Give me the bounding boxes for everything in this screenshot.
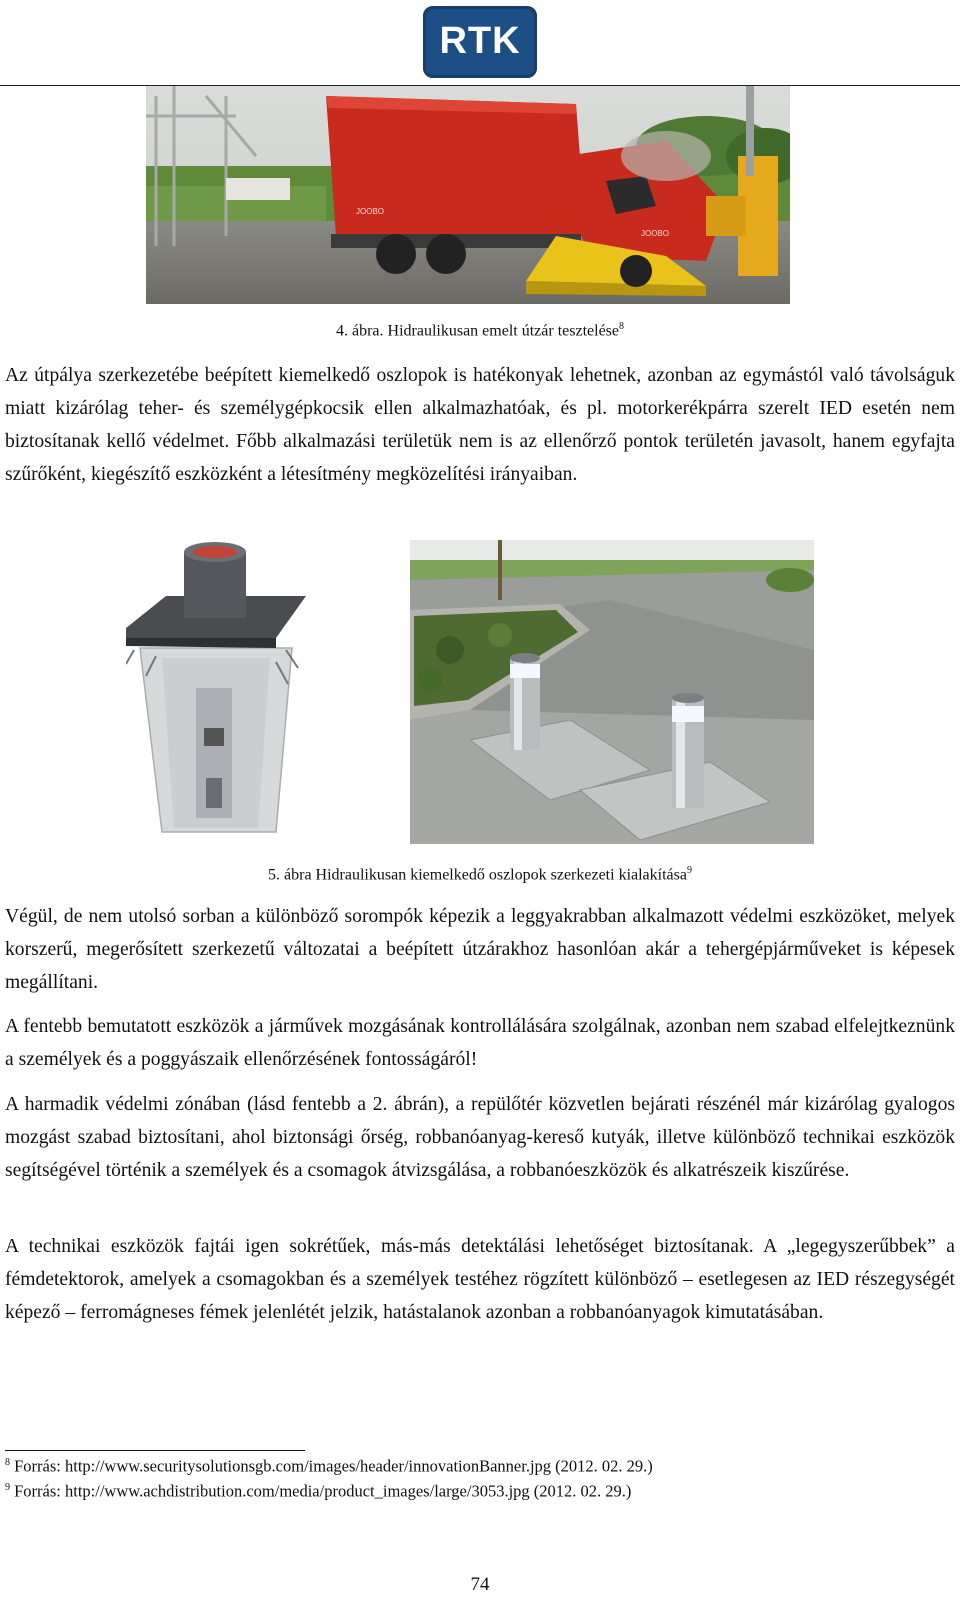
logo-text: RTK bbox=[439, 20, 521, 62]
footnote-ref-9: 9 bbox=[686, 865, 692, 876]
figure5-caption-text: 5. ábra Hidraulikusan kiemelkedő oszlopok szerkezeti kialakítása bbox=[268, 866, 687, 884]
footnote-ref-8: 8 bbox=[619, 321, 624, 332]
paragraph-1: Az útpálya szerkezetébe beépített kiemelkedő oszlopok is hatékonyak lehetnek, azonban az egymástól való távolságuk miatt kizárólag teher- és személygépkocsik ellen alkalmazhatóak, és pl. motorkerékpárra szerelt IED esetén nem biztosítanak kellő védelmet. Főbb alkalmazási területük nem is az ellenőrző pontok területén javasolt, hanem egyfajta szűrőként, kiegészítő eszközként a létesítmény megközelítési irányaiban. bbox=[5, 365, 955, 485]
footnote-number: 9 bbox=[5, 1482, 10, 1493]
rtk-logo bbox=[423, 6, 537, 78]
paragraph-3: A fentebb bemutatott eszközök a járművek mozgásának kontrollálására szolgálnak, azonban nem szabad elfelejtkeznünk a személyek és a poggyászaik ellenőrzésének fontosságáról! bbox=[5, 1016, 955, 1070]
footnote-text: Forrás: http://www.securitysolutionsgb.com/images/header/innovationBanner.jpg (2012. 02. 29.) bbox=[14, 1456, 653, 1476]
figure5-caption bbox=[0, 865, 960, 884]
paragraph-2: Végül, de nem utolsó sorban a különböző sorompók képezik a leggyakrabban alkalmazott védelmi eszközöket, melyek korszerű, megerősített szerkezetű változatai a beépített útzárakhoz hasonlóan akár a tehergépjárműveket is képesek megállítani. bbox=[5, 906, 955, 993]
footnote-divider bbox=[5, 1450, 305, 1451]
cab-label: JOOBO bbox=[641, 229, 670, 238]
paragraph-5: A technikai eszközök fajtái igen sokrétűek, más-más detektálási lehetőséget biztosítanak. A „legegyszerűbbek” a fémdetektorok, amelyek a csomagokban és a személyek testéhez rögzített különböző – esetlegesen az IED részegységét képező – ferromágneses fémek jelenlétét jelzik, hatástalanok azonban a robbanóanyagok kimutatásában. bbox=[5, 1236, 955, 1323]
bollards-photo bbox=[410, 540, 814, 844]
footnote-9 bbox=[5, 1477, 631, 1503]
footnote-text: Forrás: http://www.achdistribution.com/media/product_images/large/3053.jpg (2012. 02. 29.) bbox=[14, 1481, 632, 1501]
figure4-caption-text: 4. ábra. Hidraulikusan emelt útzár tesztelése bbox=[336, 322, 619, 340]
truck-label: JOOBO bbox=[356, 207, 385, 216]
page-number: 74 bbox=[470, 1574, 490, 1595]
page-header bbox=[0, 0, 960, 86]
truck-barrier-photo bbox=[146, 86, 790, 304]
footnote-8 bbox=[5, 1452, 653, 1478]
bollard-cutaway-diagram bbox=[126, 538, 306, 842]
paragraph-4: A harmadik védelmi zónában (lásd fentebb a 2. ábrán), a repülőtér közvetlen bejárati részénél már kizárólag gyalogos mozgást szabad biztosítani, ahol biztonsági őrség, robbanóanyag-kereső kutyák, illetve különböző technikai eszközök segítségével történik a személyek és a csomagok átvizsgálása, a robbanóeszközök és alkatrészeik kiszűrése. bbox=[5, 1094, 955, 1181]
figure4-caption bbox=[0, 321, 960, 340]
footnote-number: 8 bbox=[5, 1457, 10, 1468]
